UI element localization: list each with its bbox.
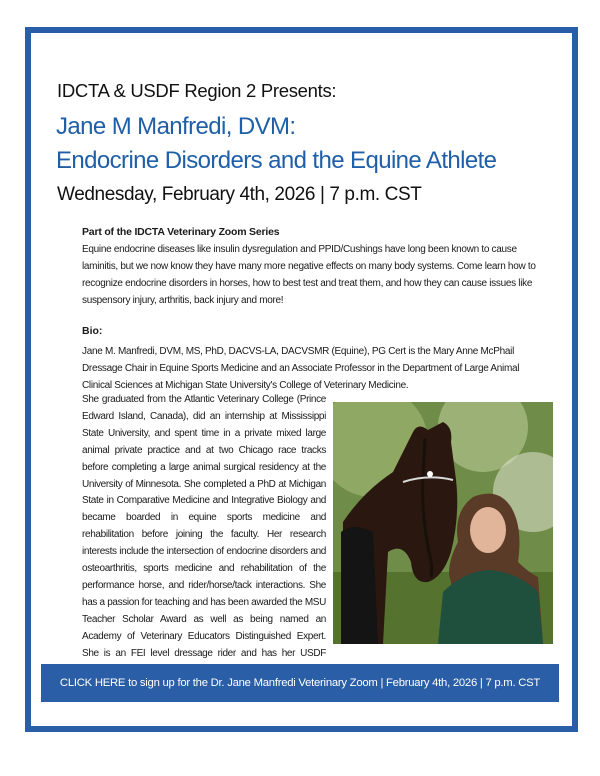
series-description: Equine endocrine diseases like insulin dysregulation and PPID/Cushings have long been known to cause laminitis, but we now know they have many more negative effects on many body systems. Come learn how to recognize endocrine disorders in horses, how to best test and treat them, and how they can cause issues like suspensory injury, arthritis, back injury and more!: [82, 244, 536, 306]
event-title-topic: Endocrine Disorders and the Equine Athlete: [56, 147, 497, 174]
bio-lead-paragraph: Jane M. Manfredi, DVM, MS, PhD, DACVS-LA, DACVSMR (Equine), PG Cert is the Mary Anne McPhail Dressage Chair in Equine Sports Medicine and an Associate Professor in the Department of Large Animal Clinical Sciences at Michigan State University's College of Veterinary Medicine.: [82, 346, 520, 391]
speaker-horse-photo: [333, 402, 553, 644]
signup-cta-button[interactable]: CLICK HERE to sign up for the Dr. Jane Manfredi Veterinary Zoom | February 4th, 2026 | 7 p.m. CST: [41, 664, 559, 702]
bio-paragraph: She graduated from the Atlantic Veterinary College (Prince Edward Island, Canada), did an internship at Mississippi State University, and spent time in a private mixed large animal private practice and at two Chicago race tracks before completing a large animal surgical residency at the University of Minnesota. She completed a PhD at Michigan State in Comparative Medicine and Integrative Biology and became boarded in equine sports medicine and rehabilitation before joining the faculty. Her research interests include the intersection of endocrine disorders and osteoarthritis, sports medicine and rehabilitation of the performance horse, and rider/horse/tack interactions. She has a passion for teaching and has been awarded the MSU Teacher Scholar Award as well as being named an Academy of Veterinary Educators Distinguished Expert. She is an FEI level dressage rider and has her USDF: [82, 394, 326, 659]
series-heading: Part of the IDCTA Veterinary Zoom Series: [82, 226, 280, 238]
presenter-line: IDCTA & USDF Region 2 Presents:: [57, 80, 337, 101]
bio-heading: Bio:: [82, 325, 103, 337]
event-date: Wednesday, February 4th, 2026 | 7 p.m. CST: [57, 184, 422, 205]
event-title-speaker: Jane M Manfredi, DVM:: [56, 113, 296, 140]
